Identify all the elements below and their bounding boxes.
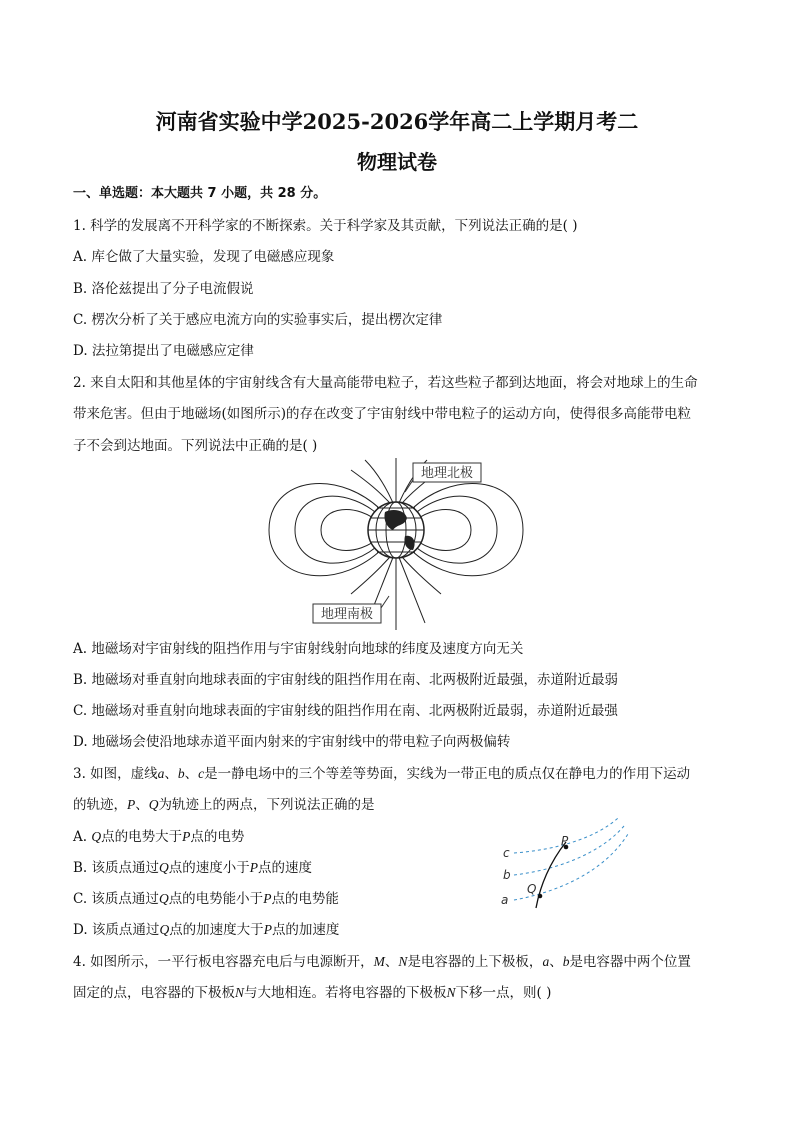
q1-option-b: B. 洛伦兹提出了分子电流假说 <box>73 281 254 297</box>
south-pole-label: 地理南极 <box>320 607 374 622</box>
exam-title: 河南省实验中学2025-2026学年高二上学期月考二 <box>155 109 639 134</box>
q3-stem-line2: 的轨迹，P、Q为轨迹上的两点，下列说法正确的是 <box>73 797 375 813</box>
q2-option-c: C. 地磁场对垂直射向地球表面的宇宙射线的阻挡作用在南、北两极附近最弱，赤道附近最强 <box>73 703 618 719</box>
q3-option-c: C. 该质点通过Q点的电势能小于P点的电势能 <box>73 891 339 907</box>
point-Q <box>538 894 543 899</box>
q2-option-b: B. 地磁场对垂直射向地球表面的宇宙射线的阻挡作用在南、北两极附近最强，赤道附近最弱 <box>73 672 619 688</box>
q2-stem-line1: 2. 来自太阳和其他星体的宇宙射线含有大量高能带电粒子，若这些粒子都到达地面，将会对地球上的生命 <box>73 375 698 391</box>
q1-stem: 1. 科学的发展离不开科学家的不断探索。关于科学家及其贡献，下列说法正确的是( ) <box>73 218 578 234</box>
label-Q: Q <box>527 882 537 896</box>
label-a: a <box>501 893 509 907</box>
q3-stem-line1: 3. 如图，虚线a、b、c是一静电场中的三个等差等势面，实线为一带正电的质点仅在静电力的作用下运动 <box>73 766 691 782</box>
equipotential-figure <box>496 812 632 916</box>
q4-stem-line1: 4. 如图所示，一平行板电容器充电后与电源断开，M、N是电容器的上下极板，a、b是电容器中两个位置 <box>73 954 691 970</box>
q2-option-d: D. 地磁场会使沿地球赤道平面内射来的宇宙射线中的带电粒子向两极偏转 <box>73 734 511 750</box>
q3-option-b: B. 该质点通过Q点的速度小于P点的速度 <box>73 860 313 876</box>
q3-option-a: A. Q点的电势大于P点的电势 <box>73 829 245 845</box>
geomagnetic-field-figure <box>265 458 527 634</box>
north-pole-label: 地理北极 <box>420 466 474 481</box>
label-b: b <box>503 868 511 882</box>
q1-option-a: A. 库仑做了大量实验，发现了电磁感应现象 <box>73 249 335 265</box>
q1-option-c: C. 楞次分析了关于感应电流方向的实验事实后，提出楞次定律 <box>73 312 443 328</box>
exam-subtitle: 物理试卷 <box>357 150 437 174</box>
equipotential-b <box>514 826 624 875</box>
label-c: c <box>503 846 510 860</box>
label-P: P <box>561 834 569 848</box>
q2-stem-line3: 子不会到达地面。下列说法中正确的是( ) <box>73 438 318 454</box>
q2-stem-line2: 带来危害。但由于地磁场(如图所示)的存在改变了宇宙射线中带电粒子的运动方向，使得很多高能带电粒 <box>73 406 692 422</box>
q4-stem-line2: 固定的点，电容器的下极板N与大地相连。若将电容器的下极板N下移一点，则( ) <box>73 985 552 1001</box>
q2-option-a: A. 地磁场对宇宙射线的阻挡作用与宇宙射线射向地球的纬度及速度方向无关 <box>73 641 524 657</box>
q3-option-d: D. 该质点通过Q点的加速度大于P点的加速度 <box>73 922 340 938</box>
section-heading: 一、单选题：本大题共 7 小题，共 28 分。 <box>73 186 327 201</box>
q1-option-d: D. 法拉第提出了电磁感应定律 <box>73 343 254 359</box>
